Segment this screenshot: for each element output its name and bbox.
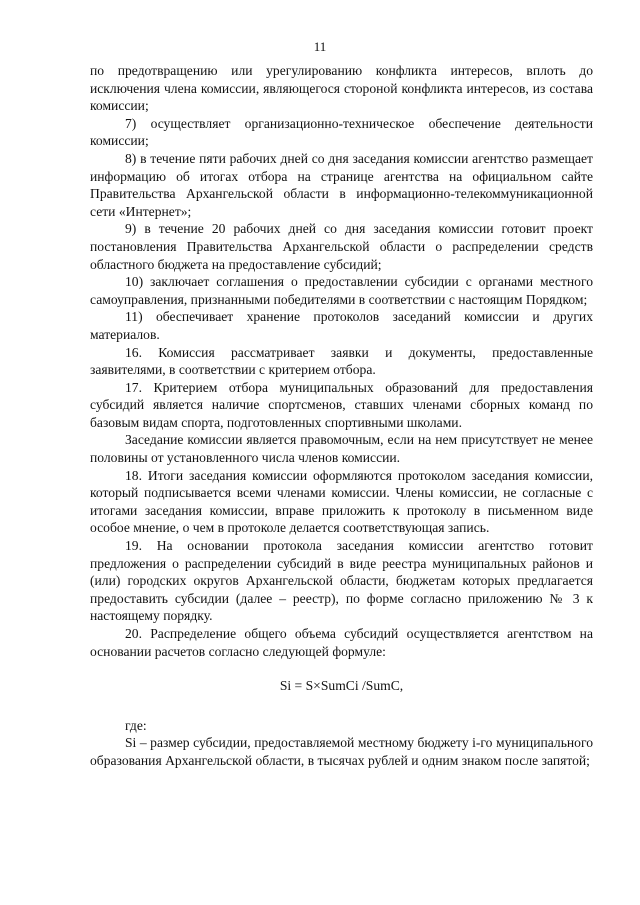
paragraph: Заседание комиссии является правомочным, если на нем присутствует не менее половины от установленного числа членов комиссии. <box>90 432 593 466</box>
paragraph: Si – размер субсидии, предоставляемой местному бюджету i-го муниципального образования Архангельской области, в тысячах рублей и одним знаком после запятой; <box>90 735 593 768</box>
paragraph: 18. Итоги заседания комиссии оформляются протоколом заседания комиссии, который подписывается всеми членами комиссии. Члены комиссии, не согласные с итогами заседания комиссии, вправе приложить к протоколу в письменном виде особое мнение, о чем в протоколе делается соответствующая запись. <box>90 467 593 536</box>
paragraph: где: <box>125 717 147 733</box>
document-body <box>90 62 593 770</box>
paragraph: 7) осуществляет организационно-техническое обеспечение деятельности комиссии; <box>90 115 593 149</box>
paragraph: по предотвращению или урегулированию конфликта интересов, вплоть до исключения члена комиссии, являющегося стороной конфликта интересов, из состава комиссии; <box>90 63 593 114</box>
paragraph: 8) в течение пяти рабочих дней со дня заседания комиссии агентство размещает информацию об итогах отбора на странице агентства на официальном сайте Правительства Архангельской области в информационно-телекоммуникационной сети «Интернет»; <box>90 150 593 219</box>
paragraph: 10) заключает соглашения о предоставлении субсидии с органами местного самоуправления, признанными победителями в соответствии с настоящим Порядком; <box>90 274 593 307</box>
paragraph: 9) в течение 20 рабочих дней со дня заседания комиссии готовит проект постановления Правительства Архангельской области о распределении средств областного бюджета на предоставление субсидий; <box>90 221 593 272</box>
paragraph: 11) обеспечивает хранение протоколов заседаний комиссии и других материалов. <box>90 309 593 342</box>
paragraph: 19. На основании протокола заседания комиссии агентство готовит предложения о распределении субсидий в виде реестра муниципальных районов и (или) городских округов Архангельской области, бюджетам которых предлагается предоставить субсидии (далее – реестр), по форме согласно приложению № 3 к настоящему порядку. <box>90 538 593 624</box>
formula: Si = S×SumCi /SumC, <box>279 678 404 694</box>
paragraph: 20. Распределение общего объема субсидий осуществляется агентством на основании расчетов согласно следующей формуле: <box>90 626 593 659</box>
paragraph: 16. Комиссия рассматривает заявки и документы, предоставленные заявителями, в соответствии с критерием отбора. <box>90 344 593 378</box>
paragraph: 17. Критерием отбора муниципальных образований для предоставления субсидий является наличие спортсменов, ставших членами сборных команд по базовым видам спорта, подготовленных спортивными школами. <box>90 379 593 430</box>
page-number: 11 <box>313 39 327 54</box>
